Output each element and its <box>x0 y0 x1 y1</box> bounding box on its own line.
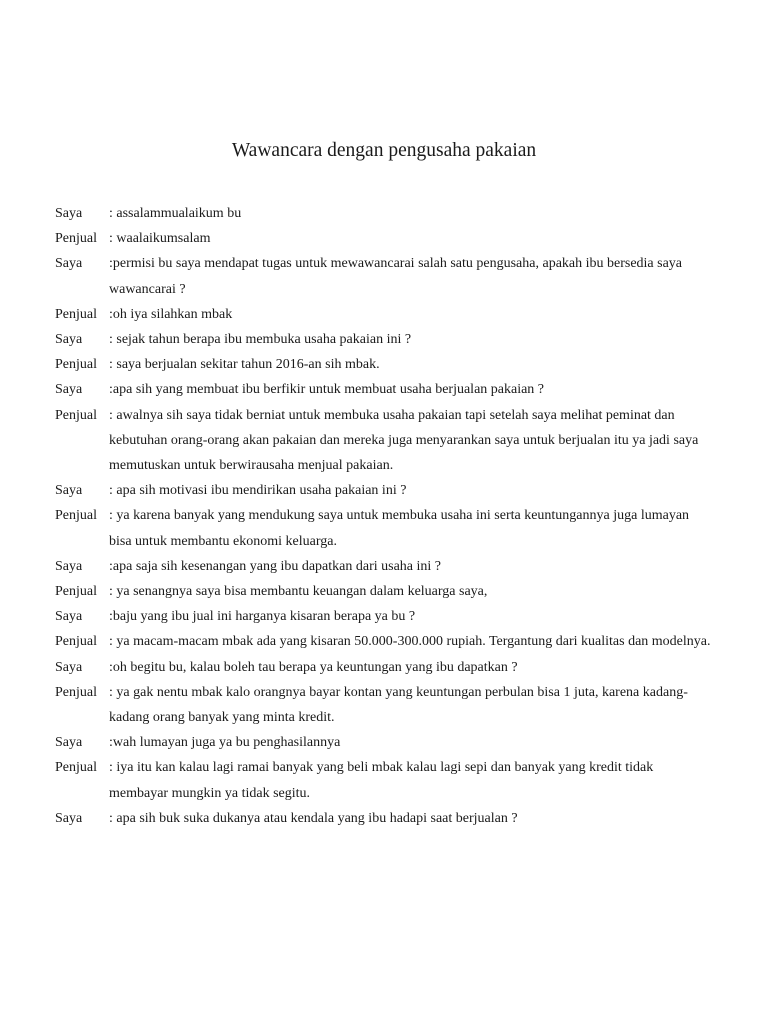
speaker-label: Penjual <box>55 508 97 524</box>
dialogue-turn <box>55 629 715 654</box>
speaker-label: Saya <box>55 558 83 574</box>
speaker-label: Saya <box>55 735 83 751</box>
utterance-text: : waalaikumsalam <box>109 231 211 247</box>
utterance-text: : ya senangnya saya bisa membantu keuangan dalam keluarga saya, <box>109 584 488 600</box>
speaker-label: Saya <box>55 810 83 826</box>
dialogue-turn <box>55 579 715 604</box>
page-title: Wawancara dengan pengusaha pakaian <box>231 140 537 161</box>
speaker-label: Penjual <box>55 407 97 423</box>
speaker-label: Saya <box>55 609 83 625</box>
dialogue-turn <box>55 755 715 805</box>
utterance-text: :baju yang ibu jual ini harganya kisaran berapa ya bu ? <box>109 609 416 625</box>
dialogue-turn <box>55 554 715 579</box>
utterance-text: : sejak tahun berapa ibu membuka usaha pakaian ini ? <box>109 332 412 348</box>
dialogue-turn <box>55 226 715 251</box>
speaker-label: Saya <box>55 659 83 675</box>
speaker-label: Saya <box>55 206 83 221</box>
speaker-label: Penjual <box>55 684 97 700</box>
utterance-text: :apa saja sih kesenangan yang ibu dapatkan dari usaha ini ? <box>109 558 441 574</box>
dialogue-turn <box>55 403 715 479</box>
speaker-label: Saya <box>55 382 83 398</box>
dialogue-turn <box>55 352 715 377</box>
interview-dialogue <box>55 201 715 831</box>
dialogue-turn <box>55 730 715 755</box>
utterance-text: : assalammualaikum bu <box>109 206 242 221</box>
dialogue-turn <box>55 503 715 553</box>
speaker-label: Penjual <box>55 231 97 247</box>
utterance-text: : ya karena banyak yang mendukung saya untuk membuka usaha ini serta keuntungannya juga lumayan bisa untuk membantu ekonomi keluarga. <box>109 508 690 549</box>
utterance-text: :permisi bu saya mendapat tugas untuk mewawancarai salah satu pengusaha, apakah ibu bersedia saya wawancarai ? <box>109 256 683 297</box>
utterance-text: : apa sih motivasi ibu mendirikan usaha pakaian ini ? <box>109 483 407 499</box>
speaker-label: Penjual <box>55 584 97 600</box>
dialogue-turn <box>55 655 715 680</box>
speaker-label: Saya <box>55 256 83 272</box>
dialogue-turn <box>55 680 715 730</box>
utterance-text: : saya berjualan sekitar tahun 2016-an sih mbak. <box>109 357 380 373</box>
utterance-text: :wah lumayan juga ya bu penghasilannya <box>109 735 341 751</box>
utterance-text: : ya gak nentu mbak kalo orangnya bayar kontan yang keuntungan perbulan bisa 1 juta, karena kadang-kadang orang banyak yang minta kredit. <box>109 684 688 726</box>
utterance-text: : awalnya sih saya tidak berniat untuk membuka usaha pakaian tapi setelah saya melihat peminat dan kebutuhan orang-orang akan pakaian dan mereka juga menyarankan saya untuk berjualan itu ya jadi saya memutuskan untuk berwirausaha menjual pakaian. <box>109 407 699 474</box>
utterance-text: :apa sih yang membuat ibu berfikir untuk membuat usaha berjualan pakaian ? <box>109 382 545 398</box>
speaker-label: Penjual <box>55 306 97 322</box>
dialogue-turn <box>55 377 715 402</box>
dialogue-turn <box>55 302 715 327</box>
speaker-label: Penjual <box>55 357 97 373</box>
dialogue-turn <box>55 478 715 503</box>
dialogue-turn <box>55 201 715 226</box>
dialogue-turn <box>55 327 715 352</box>
utterance-text: : iya itu kan kalau lagi ramai banyak yang beli mbak kalau lagi sepi dan banyak yang kredit tidak membayar mungkin ya tidak segitu. <box>109 760 654 801</box>
dialogue-turn <box>55 604 715 629</box>
utterance-text: :oh begitu bu, kalau boleh tau berapa ya keuntungan yang ibu dapatkan ? <box>109 659 518 675</box>
utterance-text: :oh iya silahkan mbak <box>109 306 233 322</box>
dialogue-turn <box>55 806 715 831</box>
utterance-text: : apa sih buk suka dukanya atau kendala yang ibu hadapi saat berjualan ? <box>109 810 518 826</box>
speaker-label: Saya <box>55 332 83 348</box>
utterance-text: : ya macam-macam mbak ada yang kisaran 50.000-300.000 rupiah. Tergantung dari kualitas dan modelnya. <box>109 634 711 650</box>
dialogue-turn <box>55 251 715 301</box>
speaker-label: Penjual <box>55 760 97 776</box>
speaker-label: Saya <box>55 483 83 499</box>
speaker-label: Penjual <box>55 634 97 650</box>
